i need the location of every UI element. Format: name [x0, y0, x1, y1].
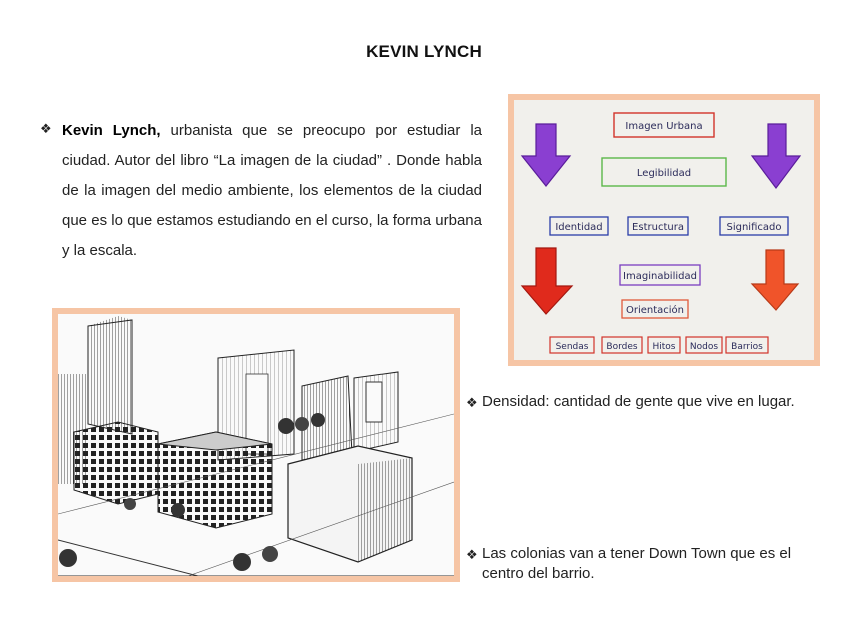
diagram-legibilidad: Legibilidad: [636, 168, 692, 179]
city-sketch-svg: [58, 314, 454, 576]
diagram-imaginabilidad: Imaginabilidad: [623, 271, 697, 282]
intro-paragraph: [62, 116, 482, 266]
diagram-bordes: Bordes: [606, 342, 638, 352]
diagram-orientacion: Orientación: [625, 305, 685, 316]
diamond-bullet-icon: ❖: [466, 548, 478, 563]
diagram-barrios: Barrios: [731, 342, 763, 352]
diagram-svg: [514, 100, 814, 360]
diagram-nodos: Nodos: [689, 342, 719, 352]
city-sketch-image: [52, 308, 460, 582]
diamond-bullet-icon: ❖: [466, 396, 478, 411]
author-name: Kevin Lynch,: [62, 122, 161, 139]
bullet-densidad: Densidad: cantidad de gente que vive en lugar.: [482, 393, 795, 410]
lynch-diagram-image: [508, 94, 820, 366]
diagram-significado: Significado: [726, 222, 782, 233]
page-title: KEVIN LYNCH: [366, 42, 482, 61]
intro-text: urbanista que se preocupo por estudiar la ciudad. Autor del libro “La imagen de la ciudad” . Donde habla de la imagen del medio ambiente, los elementos de la ciudad que es lo que estamos estudiando en el curso, la forma urbana y la escala.: [62, 122, 482, 259]
diagram-identidad: Identidad: [555, 222, 603, 233]
diamond-bullet-icon: ❖: [40, 122, 52, 137]
bullet-colonias: Las colonias van a tener Down Town que es el centro del barrio.: [482, 545, 792, 582]
diagram-hitos: Hitos: [652, 342, 676, 352]
diagram-estructura: Estructura: [632, 222, 684, 233]
diagram-sendas: Sendas: [555, 342, 589, 352]
diagram-imagen-urbana: Imagen Urbana: [625, 121, 703, 132]
